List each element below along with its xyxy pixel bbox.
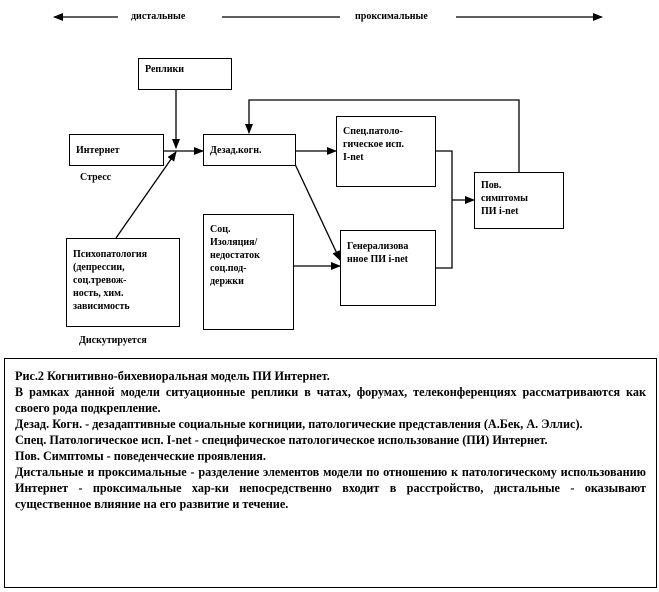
node-internet: Интернет: [69, 134, 164, 166]
caption-para-2: Дезад. Когн. - дезадаптивные социальные когниции, патологические представления (А.Бек, А. Эллис).: [15, 417, 583, 431]
node-behavioral-symptoms: Пов. симптомы ПИ i-net: [474, 172, 564, 229]
label-stress: Стресс: [80, 172, 112, 183]
distal-label: дистальные: [131, 11, 186, 22]
connector-spec-beh: [436, 151, 452, 200]
node-psychopathology: Психопатология (депрессии, соц.тревож- ность, хим. зависимость: [66, 238, 180, 327]
caption-title: Рис.2 Когнитивно-бихевиоральная модель ПИ Интернет.: [15, 369, 330, 383]
node-social-isolation: Соц. Изоляция/ недостаток соц.под- держки: [203, 214, 294, 330]
caption-para-5: Дистальные и проксимальные - разделение элементов модели по отношению к патологическому использованию Интернет - проксимальные хар-ки непосредственно входит в расстройство, дистальные - оказывают существенное влияние на его развитие и течение.: [15, 465, 646, 511]
caption-para-1: В рамках данной модели ситуационные реплики в чатах, форумах, телеконференциях рассматриваются как своего рода подкрепление.: [15, 385, 646, 415]
node-specific-pathological: Спец.патоло- гическое исп. I-net: [336, 116, 436, 187]
connector-general-beh: [436, 200, 452, 268]
caption-para-3: Спец. Патологическое исп. I-net - специфическое патологическое использование (ПИ) Интернет.: [15, 433, 548, 447]
node-replics: Реплики: [138, 58, 232, 90]
caption-box: [4, 358, 657, 588]
node-generalized: Генерализова нное ПИ i-net: [340, 230, 436, 306]
arrow-desad-general: [294, 162, 340, 260]
caption-para-4: Пов. Симптомы - поведенческие проявления.: [15, 449, 266, 463]
label-discussed: Дискутируется: [79, 335, 147, 346]
proximal-label: проксимальные: [355, 11, 428, 22]
node-desad: Дезад.когн.: [203, 134, 296, 166]
